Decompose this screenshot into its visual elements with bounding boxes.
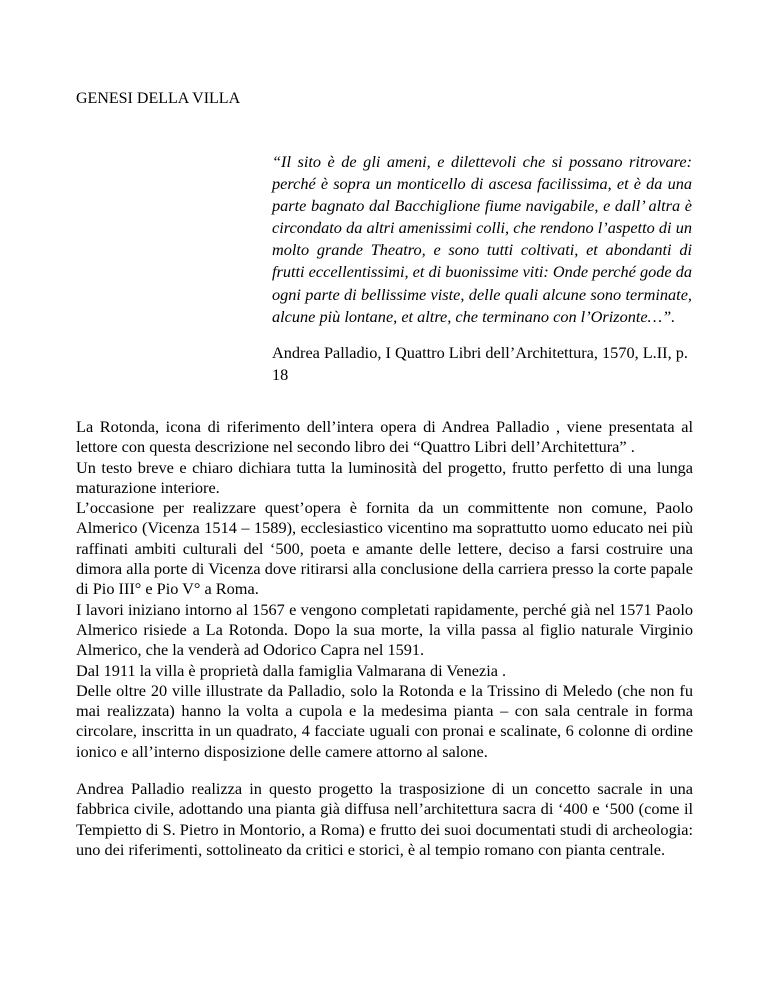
paragraph: Dal 1911 la villa è proprietà dalla famiglia Valmarana di Venezia . (76, 660, 507, 680)
epigraph-quote: “Il sito è de gli ameni, e dilettevoli che si possano ritrovare: perché è sopra un monticello di ascesa facilissima, et è da una parte bagnato dal Bacchiglione fiume navigabile, e dall’ altra è circondato da altri amenissimi colli, che rendono l’aspetto di un molto grande Theatro, e sono tutti coltivati, et abondanti di frutti eccellentissimi, et di buonissime viti: Onde perché gode da ogni parte di bellissime viste, delle quali alcune sono terminate, alcune più lontane, et altre, che terminano con l’Orizonte…”. (272, 152, 692, 326)
document-title: GENESI DELLA VILLA (76, 90, 241, 107)
paragraph: Delle oltre 20 ville illustrate da Palladio, solo la Rotonda e la Trissino di Meledo (che non fu mai realizzata) hanno la volta a cupola e la medesima pianta – con sala centrale in forma circolare, inscritta in un quadrato, 4 facciate uguali con pronai e scalinate, 6 colonne di ordine ionico e all’interno disposizione delle camere attorno al salone. (76, 680, 693, 761)
epigraph-block (272, 151, 692, 386)
epigraph-citation: Andrea Palladio, I Quattro Libri dell’Architettura, 1570, L.II, p. 18 (272, 342, 688, 384)
paragraph: La Rotonda, icona di riferimento dell’intera opera di Andrea Palladio , viene presentata al lettore con questa descrizione nel secondo libro dei “Quattro Libri dell’Architettura” . (76, 417, 693, 457)
body-text (76, 417, 693, 860)
paragraph: I lavori iniziano intorno al 1567 e vengono completati rapidamente, perché già nel 1571 Paolo Almerico risiede a La Rotonda. Dopo la sua morte, la villa passa al figlio naturale Virginio Almerico, che la venderà ad Odorico Capra nel 1591. (76, 599, 693, 660)
paragraph-spacer (76, 762, 693, 779)
paragraph: Un testo breve e chiaro dichiara tutta la luminosità del progetto, frutto perfetto di una lunga maturazione interiore. (76, 457, 693, 497)
paragraph: L’occasione per realizzare quest’opera è fornita da un committente non comune, Paolo Almerico (Vicenza 1514 – 1589), ecclesiastico vicentino ma soprattutto uomo educato nei più raffinati ambiti culturali del ‘500, poeta e amante delle lettere, deciso a farsi costruire una dimora alla porte di Vicenza dove ritirarsi alla conclusione della carriera presso la corte papale di Pio III° e Pio V° a Roma. (76, 498, 693, 599)
paragraph: Andrea Palladio realizza in questo progetto la trasposizione di un concetto sacrale in una fabbrica civile, adottando una pianta già diffusa nell’architettura sacra di ‘400 e ‘500 (come il Tempietto di S. Pietro in Montorio, a Roma) e frutto dei suoi documentati studi di archeologia: uno dei riferimenti, sottolineato da critici e storici, è al tempio romano con pianta centrale. (76, 779, 693, 859)
